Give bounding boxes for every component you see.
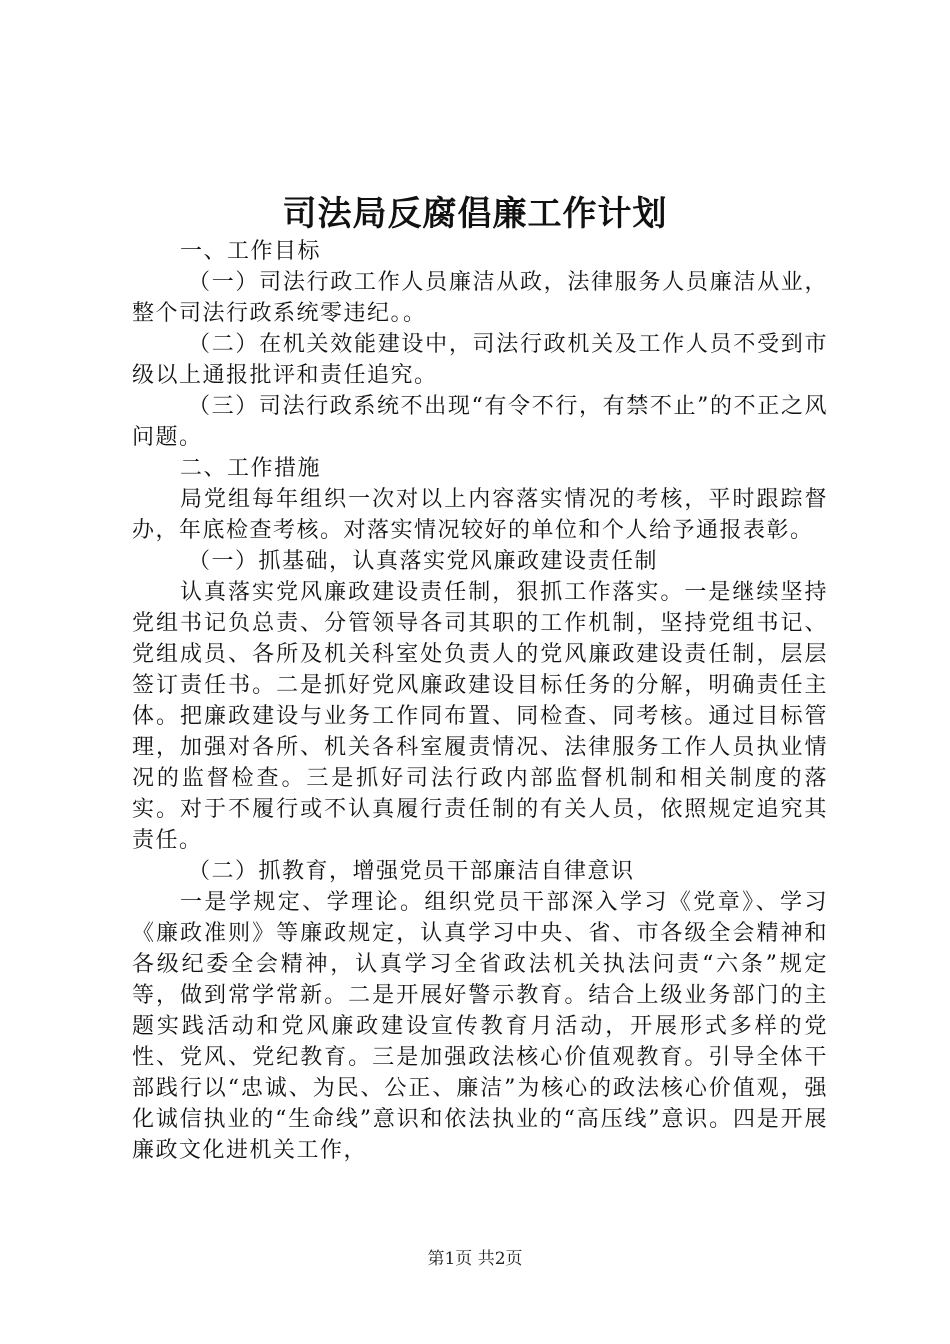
section-heading-goals: 一、工作目标 [180, 239, 322, 264]
measure-1-paragraph: 认真落实党风廉政建设责任制，狠抓工作落实。一是继续坚持党组书记负总责、分管领导各司其职的工作机制，坚持党组书记、党组成员、各所及机关科室处负责人的党风廉政建设责任制，层层签订责任书。二是抓好党风廉政建设目标任务的分解，明确责任主体。把廉政建设与业务工作同布置、同检查、同考核。通过目标管理，加强对各所、机关各科室履责情况、法律服务工作人员执业情况的监督检查。三是抓好司法行政内部监督机制和相关制度的落实。对于不履行或不认真履行责任制的有关人员，依照规定追究其责任。 [132, 580, 828, 853]
measure-heading-2: （二）抓教育，增强党员干部廉洁自律意识 [188, 859, 635, 884]
measure-heading-1: （一）抓基础，认真落实党风廉政建设责任制 [188, 549, 659, 574]
measures-intro-paragraph: 局党组每年组织一次对以上内容落实情况的考核，平时跟踪督办，年底检查考核。对落实情况较好的单位和个人给予通报表彰。 [132, 487, 828, 543]
measure-2-paragraph: 一是学规定、学理论。组织党员干部深入学习《党章》、学习《廉政准则》等廉政规定，认真学习中央、省、市各级全会精神和各级纪委全会精神，认真学习全省政法机关执法问责“六条”规定等，做到常学常新。二是开展好警示教育。结合上级业务部门的主题实践活动和党风廉政建设宣传教育月活动，开展形式多样的党性、党风、党纪教育。三是加强政法核心价值观教育。引导全体干部践行以“忠诚、为民、公正、廉洁”为核心的政法核心价值观，强化诚信执业的“生命线”意识和依法执业的“高压线”意识。四是开展廉政文化进机关工作， [132, 890, 828, 1163]
goal-item-2: （二）在机关效能建设中，司法行政机关及工作人员不受到市级以上通报批评和责任追究。 [132, 332, 828, 388]
goal-item-1: （一）司法行政工作人员廉洁从政，法律服务人员廉洁从业，整个司法行政系统零违纪。。 [132, 270, 828, 326]
document-body [132, 236, 828, 1166]
section-heading-measures: 二、工作措施 [180, 456, 322, 481]
document-title: 司法局反腐倡廉工作计划 [282, 194, 668, 234]
goal-item-3: （三）司法行政系统不出现“有令不行，有禁不止”的不正之风问题。 [132, 394, 828, 450]
page-number-footer: 第1页 共2页 [427, 1249, 523, 1269]
